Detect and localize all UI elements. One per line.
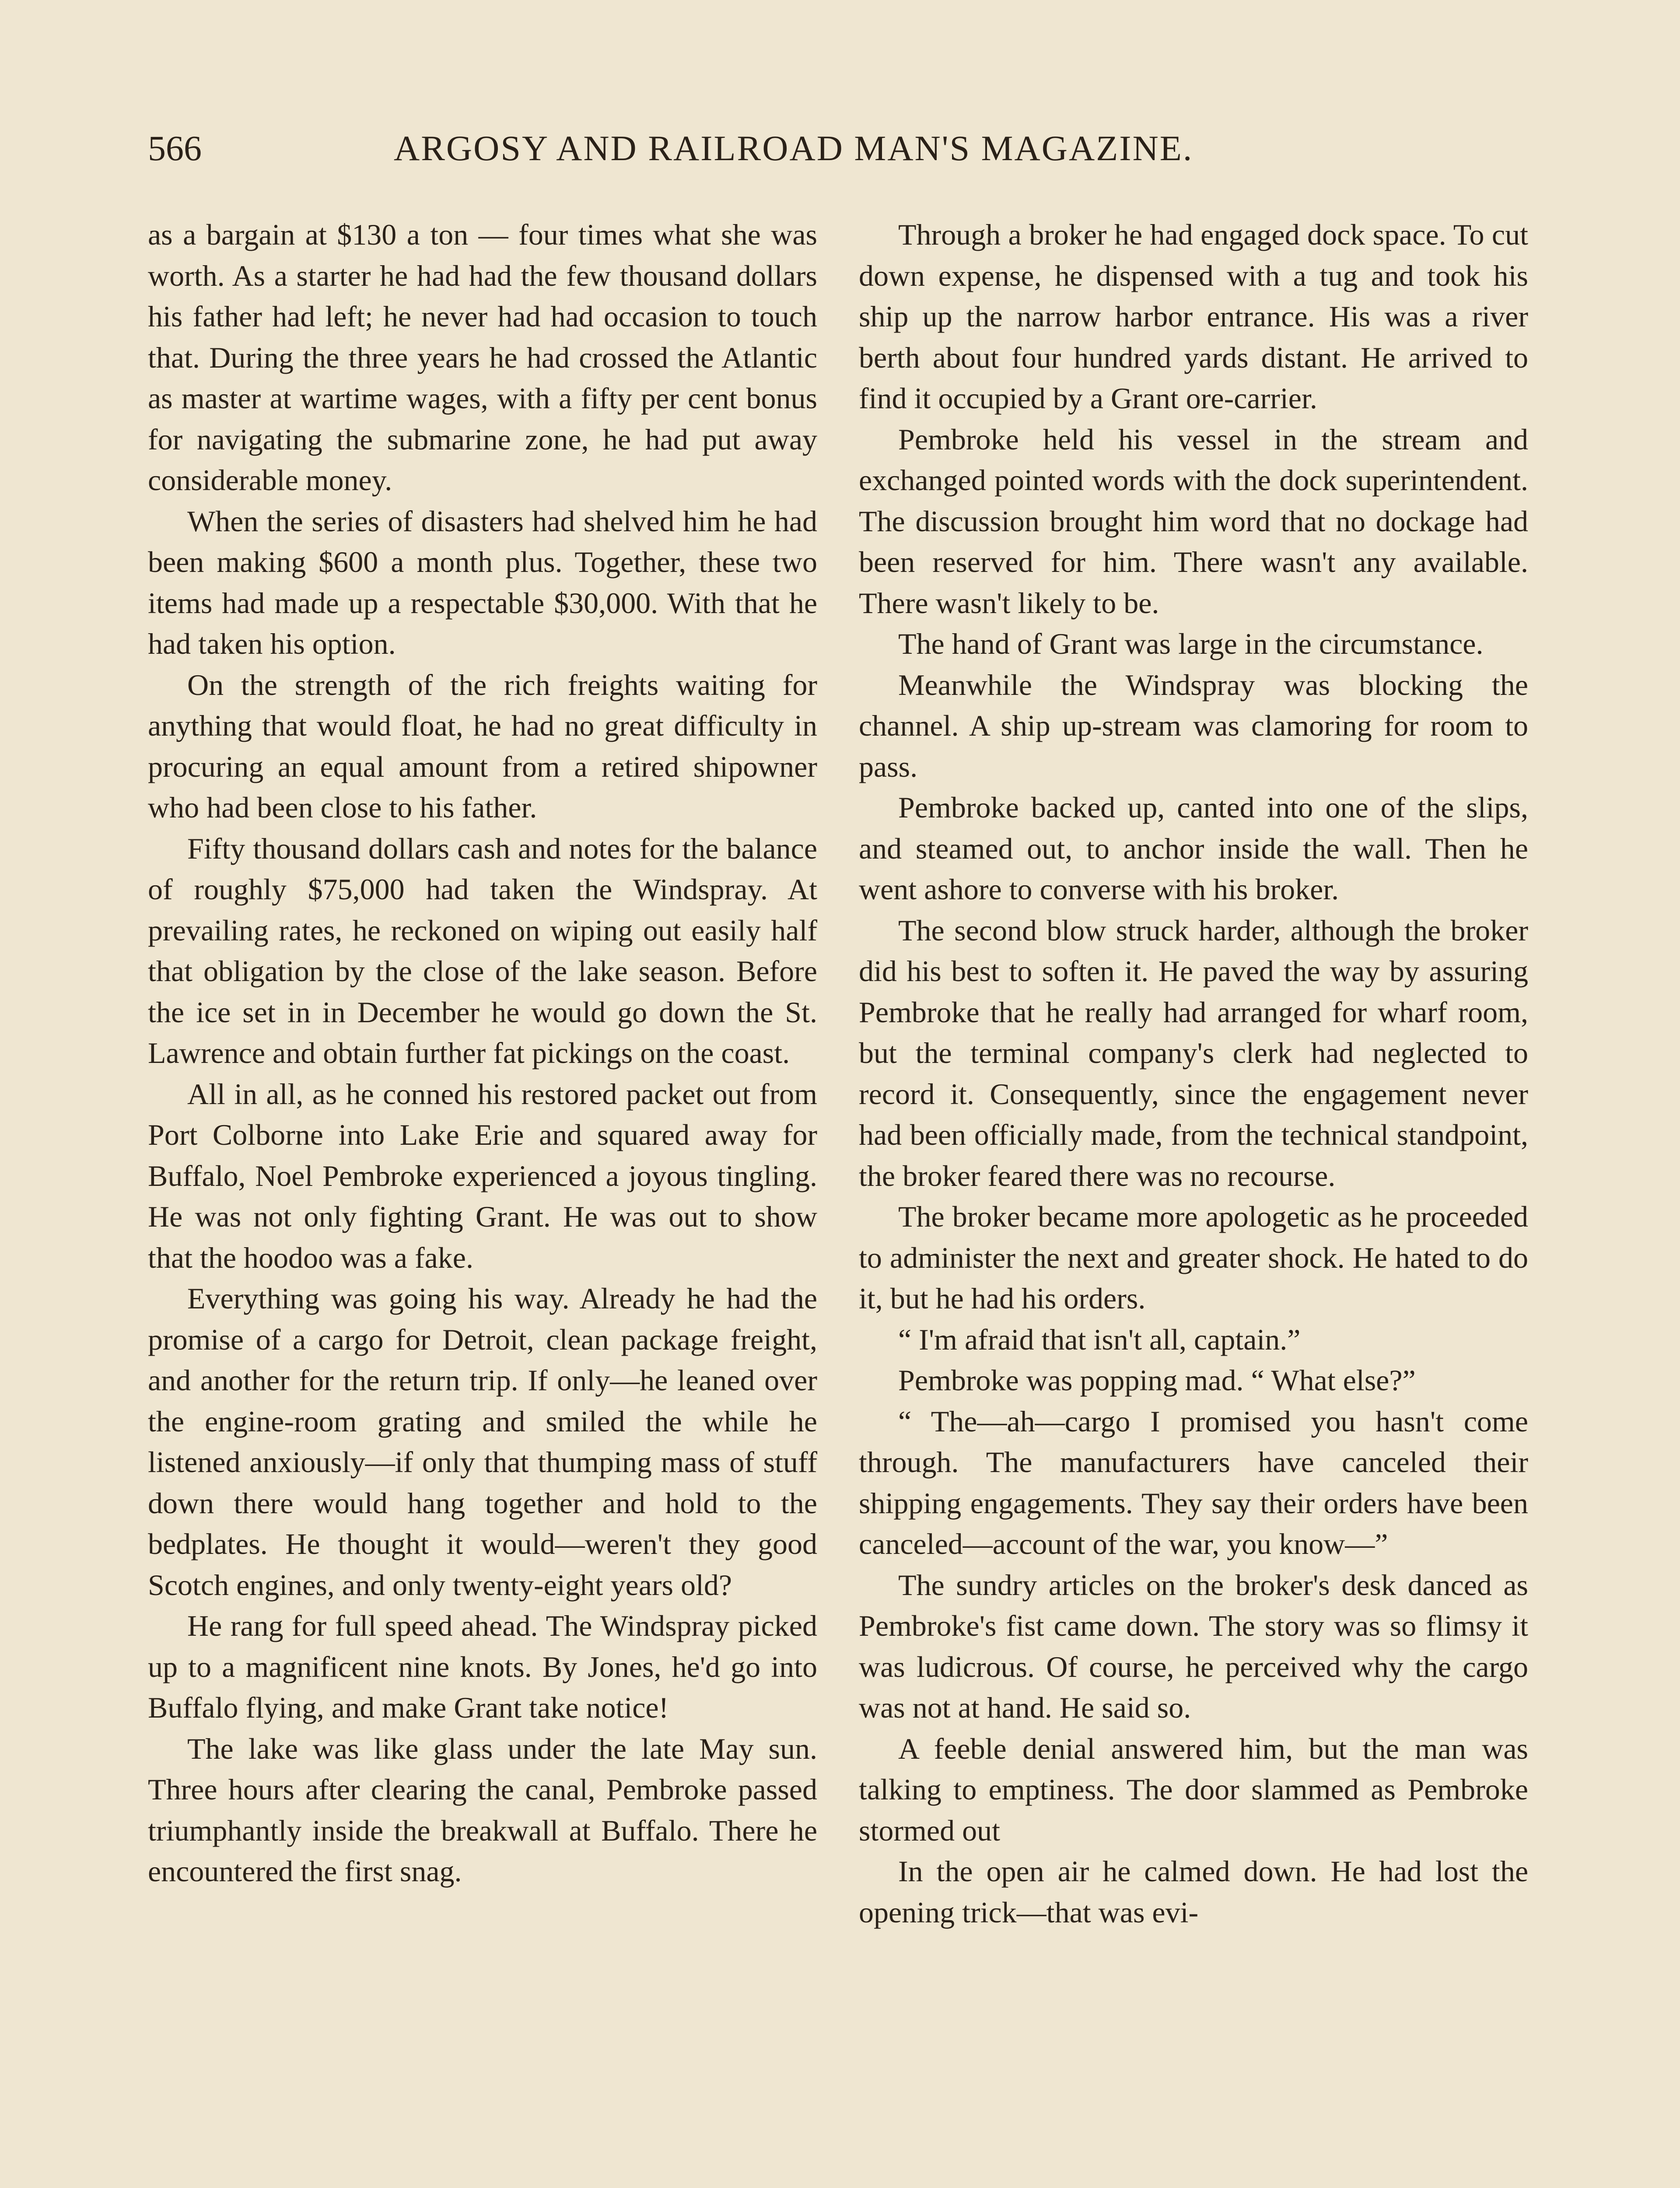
paragraph: The lake was like glass under the late May sun. Three hours after clearing the canal, Pembroke passed triumphantly inside the breakwall at Buffalo. There he encountered the first snag. [148, 1732, 817, 1888]
paragraph: The hand of Grant was large in the circumstance. [898, 627, 1484, 660]
paragraph: In the open air he calmed down. He had lost the opening trick—that was evi- [859, 1855, 1528, 1929]
paragraph: Meanwhile the Windspray was blocking the channel. A ship up-stream was clamoring for room to pass. [859, 668, 1528, 783]
paragraph: He rang for full speed ahead. The Windspray picked up to a magnificent nine knots. By Jones, he'd go into Buffalo flying, and make Grant take notice! [148, 1609, 817, 1724]
paragraph: On the strength of the rich freights waiting for anything that would float, he had no great difficulty in procuring an equal amount from a retired shipowner who had been close to his father. [148, 668, 817, 824]
paragraph: The broker became more apologetic as he proceeded to administer the next and greater shock. He hated to do it, but he had his orders. [859, 1200, 1528, 1315]
page-number: 566 [148, 128, 202, 168]
paragraph: “ The—ah—cargo I promised you hasn't come through. The manufacturers have canceled their shipping engagements. They say their orders have been canceled—account of the war, you know—” [859, 1404, 1528, 1560]
paragraph: Through a broker he had engaged dock space. To cut down expense, he dispensed with a tug and took his ship up the narrow harbor entrance. His was a river berth about four hundred yards distant. He arrived to find it occupied by a Grant ore-carrier. [859, 218, 1528, 415]
running-title: ARGOSY AND RAILROAD MAN'S MAGAZINE. [394, 128, 1194, 168]
paragraph: Pembroke backed up, canted into one of the slips, and steamed out, to anchor inside the wall. Then he went ashore to converse with his broker. [859, 791, 1528, 906]
paragraph: A feeble denial answered him, but the man was talking to emptiness. The door slammed as Pembroke stormed out [859, 1732, 1528, 1847]
paragraph: Pembroke held his vessel in the stream and exchanged pointed words with the dock superintendent. The discussion brought him word that no dockage had been reserved for him. There wasn't any available. There wasn't likely to be. [859, 422, 1528, 620]
left-text-column [148, 214, 817, 1892]
paragraph: When the series of disasters had shelved him he had been making $600 a month plus. Together, these two items had made up a respectable $30,000. With that he had taken his option. [148, 504, 817, 660]
paragraph: All in all, as he conned his restored packet out from Port Colborne into Lake Erie and squared away for Buffalo, Noel Pembroke experienced a joyous tingling. He was not only fighting Grant. He was out to show that the hoodoo was a fake. [148, 1077, 817, 1274]
paragraph: Fifty thousand dollars cash and notes for the balance of roughly $75,000 had taken the Windspray. At prevailing rates, he reckoned on wiping out easily half that obligation by the close of the lake season. Before the ice set in in December he would go down the St. Lawrence and obtain further fat pickings on the coast. [148, 831, 817, 1069]
paragraph: Everything was going his way. Already he had the promise of a cargo for Detroit, clean package freight, and another for the return trip. If only—he leaned over the engine-room grating and smiled the while he listened anxiously—if only that thumping mass of stuff down there would hang together and hold to the bedplates. He thought it would—weren't they good Scotch engines, and only twenty-eight years old? [148, 1282, 817, 1602]
paragraph: Pembroke was popping mad. “ What else?” [898, 1364, 1416, 1397]
paragraph: “ I'm afraid that isn't all, captain.” [898, 1322, 1301, 1356]
paragraph: as a bargain at $130 a ton — four times what she was worth. As a starter he had had the few thousand dollars his father had left; he never had had occasion to touch that. During the three years he had crossed the Atlantic as master at wartime wages, with a fifty per cent bonus for navigating the submarine zone, he had put away considerable money. [148, 218, 817, 497]
right-text-column [859, 214, 1528, 1933]
paragraph: The sundry articles on the broker's desk danced as Pembroke's fist came down. The story was so flimsy it was ludicrous. Of course, he perceived why the cargo was not at hand. He said so. [859, 1568, 1528, 1724]
paragraph: The second blow struck harder, although the broker did his best to soften it. He paved the way by assuring Pembroke that he really had arranged for wharf room, but the terminal company's clerk had neglected to record it. Consequently, since the engagement never had been officially made, from the technical standpoint, the broker feared there was no recourse. [859, 913, 1528, 1192]
